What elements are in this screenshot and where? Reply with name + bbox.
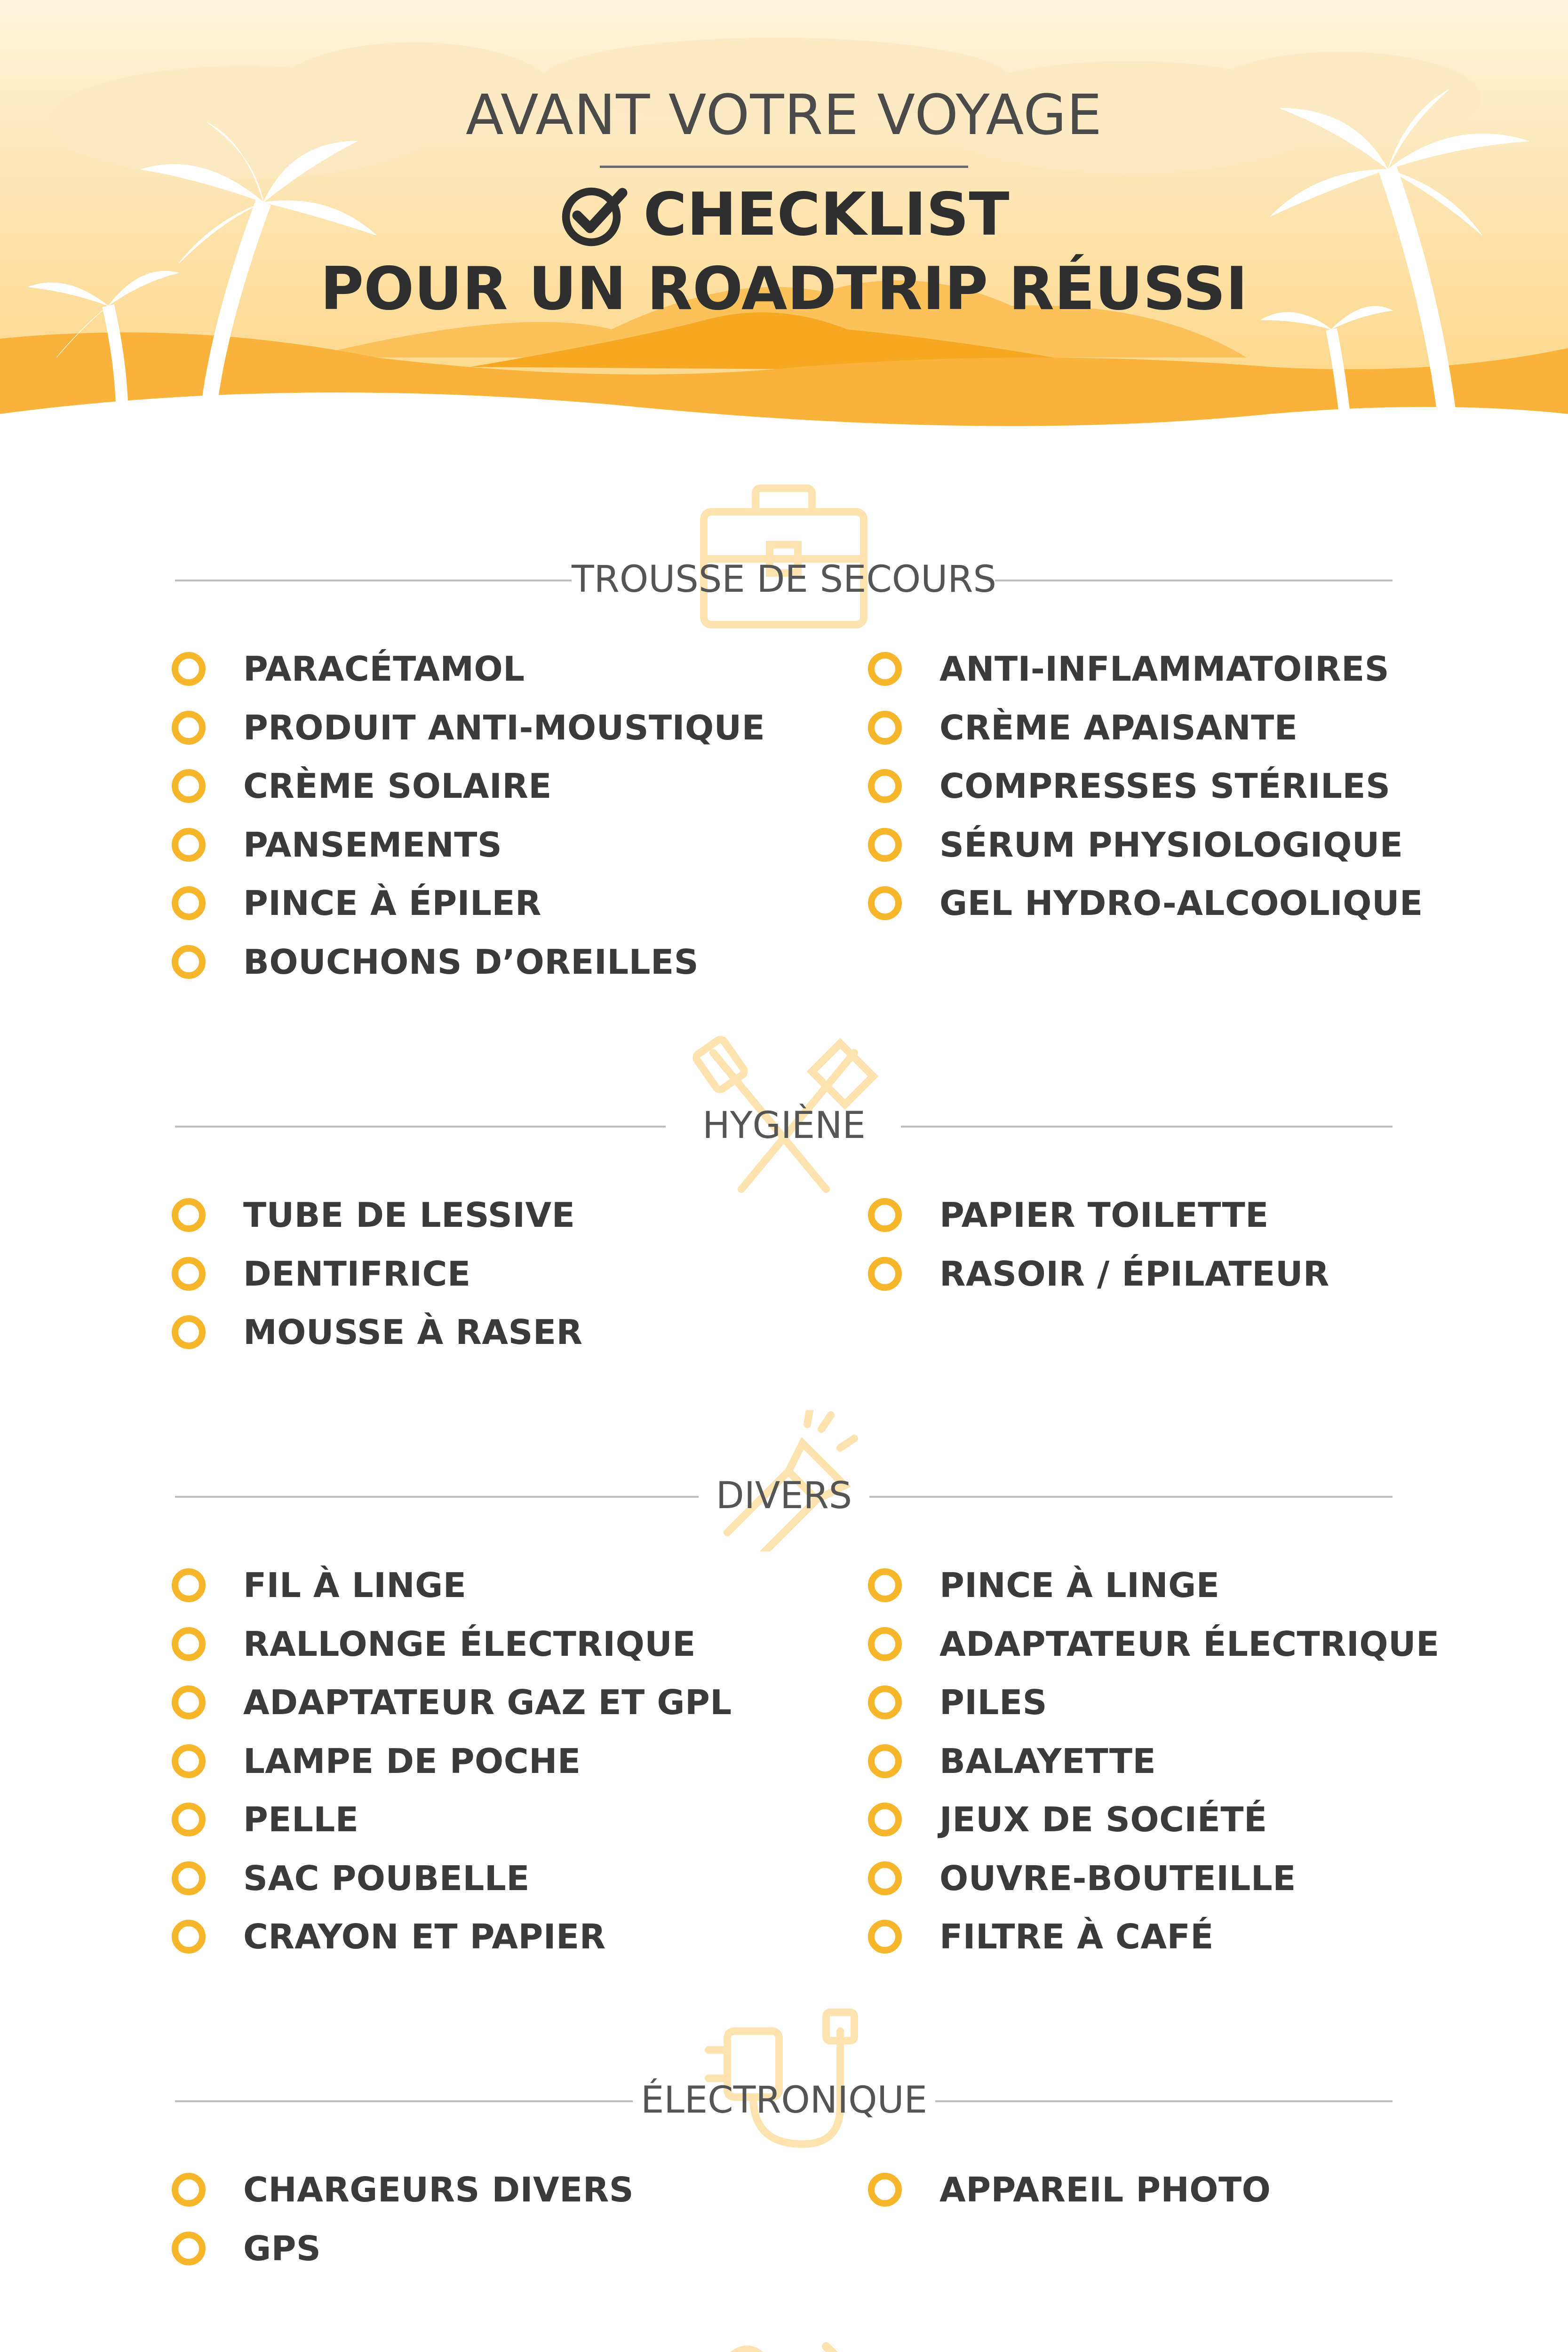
check-circle-icon [559, 179, 629, 249]
checkbox-circle[interactable] [172, 1315, 206, 1349]
checklist-item[interactable] [172, 1794, 358, 1845]
checklist-item-label: RALLONGE ÉLECTRIQUE [243, 1624, 696, 1664]
checklist-item[interactable] [868, 1618, 1440, 1670]
checklist-item[interactable] [172, 1618, 696, 1670]
checklist-item-label: PINCE À LINGE [939, 1565, 1220, 1605]
checklist-item-label: PRODUIT ANTI-MOUSTIQUE [243, 707, 765, 747]
checkbox-circle[interactable] [868, 1920, 902, 1954]
checkbox-circle[interactable] [868, 886, 902, 920]
checkbox-circle[interactable] [172, 652, 206, 686]
checklist-item[interactable] [172, 1248, 471, 1300]
checklist-item-label: CRÈME APAISANTE [939, 707, 1298, 747]
checklist-item[interactable] [868, 702, 1297, 754]
checkbox-circle[interactable] [172, 1198, 206, 1232]
checklist-item[interactable] [172, 1306, 582, 1358]
checklist-item[interactable] [172, 1911, 606, 1963]
checklist-item[interactable] [868, 1677, 1047, 1728]
checklist-item[interactable] [868, 877, 1423, 929]
checklist-item-label: RASOIR / ÉPILATEUR [939, 1254, 1329, 1294]
checklist-item[interactable] [868, 1559, 1219, 1611]
checklist-item-label: PELLE [243, 1800, 359, 1839]
section-title: DIVERS [716, 1475, 852, 1517]
checkbox-circle[interactable] [172, 2232, 206, 2265]
checklist-item-label: ADAPTATEUR GAZ ET GPL [243, 1683, 732, 1722]
checkbox-circle[interactable] [868, 652, 902, 686]
checkbox-circle[interactable] [868, 1198, 902, 1232]
checklist-item-label: FILTRE À CAFÉ [939, 1917, 1214, 1956]
checklist-item-label: TUBE DE LESSIVE [243, 1195, 575, 1235]
checklist-item[interactable] [172, 819, 502, 871]
checkbox-circle[interactable] [868, 1803, 902, 1836]
checklist-item-label: PAPIER TOILETTE [939, 1195, 1269, 1235]
checkbox-circle[interactable] [172, 1568, 206, 1602]
checklist-item[interactable] [868, 1189, 1269, 1241]
checkbox-circle[interactable] [172, 945, 206, 979]
checkbox-circle[interactable] [172, 828, 206, 862]
checkbox-circle[interactable] [172, 1257, 206, 1291]
checklist-item-label: GEL HYDRO-ALCOOLIQUE [939, 883, 1423, 923]
checkbox-circle[interactable] [868, 2173, 902, 2207]
checkbox-circle[interactable] [868, 828, 902, 862]
checklist-item[interactable] [172, 1852, 530, 1904]
checklist-item-label: ANTI-INFLAMMATOIRES [939, 649, 1390, 689]
checklist-item[interactable] [172, 1735, 581, 1787]
section-title: HYGIÈNE [702, 1104, 866, 1147]
page-title-top: AVANT VOTRE VOYAGE [465, 82, 1103, 147]
checkbox-circle[interactable] [172, 1627, 206, 1661]
checklist-item[interactable] [172, 702, 765, 754]
checklist-item[interactable] [868, 643, 1389, 695]
checkbox-circle[interactable] [172, 886, 206, 920]
checklist-item-label: ADAPTATEUR ÉLECTRIQUE [939, 1624, 1440, 1664]
checkbox-circle[interactable] [868, 1568, 902, 1602]
checkbox-circle[interactable] [172, 1803, 206, 1836]
checklist-title: CHECKLIST [643, 179, 1010, 249]
checkbox-circle[interactable] [868, 1685, 902, 1719]
checkbox-circle[interactable] [172, 1744, 206, 1778]
checklist-item[interactable] [172, 936, 699, 988]
checklist-item[interactable] [172, 760, 552, 812]
checklist-item-label: FIL À LINGE [243, 1565, 467, 1605]
checklist-item-label: PILES [939, 1683, 1047, 1722]
checkbox-circle[interactable] [868, 1257, 902, 1291]
section-title: TROUSSE DE SECOURS [571, 558, 997, 601]
checklist-item[interactable] [868, 2164, 1271, 2216]
checkbox-circle[interactable] [172, 1685, 206, 1719]
checklist-item[interactable] [172, 2223, 321, 2274]
checklist-item-label: JEUX DE SOCIÉTÉ [939, 1800, 1267, 1839]
checklist-item-label: PARACÉTAMOL [243, 649, 525, 689]
page-title-bottom: POUR UN ROADTRIP RÉUSSI [320, 254, 1248, 323]
checklist-item-label: LAMPE DE POCHE [243, 1741, 581, 1781]
checkbox-circle[interactable] [868, 1744, 902, 1778]
checklist-item[interactable] [868, 1794, 1267, 1845]
checklist-item[interactable] [868, 819, 1403, 871]
section-title: ÉLECTRONIQUE [641, 2079, 927, 2122]
checklist-item[interactable] [868, 1911, 1214, 1963]
checklist-item[interactable] [868, 1248, 1329, 1300]
checklist-item-label: PINCE À ÉPILER [243, 883, 541, 923]
checklist-title-row [0, 179, 1568, 251]
checklist-item-label: APPAREIL PHOTO [939, 2170, 1271, 2209]
checklist-item[interactable] [172, 2164, 634, 2216]
checklist-item-label: BALAYETTE [939, 1741, 1156, 1781]
checklist-item-label: PANSEMENTS [243, 825, 502, 865]
checklist-item-label: GPS [243, 2228, 321, 2268]
checkbox-circle[interactable] [868, 769, 902, 803]
checklist-item-label: CRÈME SOLAIRE [243, 766, 552, 806]
checklist-item-label: DENTIFRICE [243, 1254, 471, 1294]
checkbox-circle[interactable] [172, 2173, 206, 2207]
checklist-item-label: SÉRUM PHYSIOLOGIQUE [939, 825, 1403, 865]
title-divider [600, 166, 968, 168]
checklist-item[interactable] [172, 1189, 575, 1241]
checklist-item-label: MOUSSE À RASER [243, 1312, 583, 1352]
checklist-item[interactable] [868, 1852, 1296, 1904]
checklist-item-label: CHARGEURS DIVERS [243, 2170, 634, 2209]
checklist-item-label: SAC POUBELLE [243, 1858, 530, 1898]
checklist-item-label: CRAYON ET PAPIER [243, 1917, 606, 1956]
checklist-item[interactable] [868, 760, 1390, 812]
checklist-item[interactable] [172, 1559, 466, 1611]
checkbox-circle[interactable] [172, 769, 206, 803]
checklist-item-label: BOUCHONS D’OREILLES [243, 942, 699, 982]
checklist-item-label: OUVRE-BOUTEILLE [939, 1858, 1296, 1898]
checklist-item[interactable] [172, 643, 525, 695]
wrench-screwdriver-icon [713, 2337, 854, 2352]
checklist-item[interactable] [172, 1677, 732, 1728]
checkbox-circle[interactable] [868, 1627, 902, 1661]
checkbox-circle[interactable] [868, 711, 902, 745]
checkbox-circle[interactable] [172, 1920, 206, 1954]
checklist-item[interactable] [172, 877, 541, 929]
checkbox-circle[interactable] [868, 1861, 902, 1895]
checklist-item-label: COMPRESSES STÉRILES [939, 766, 1391, 806]
checkbox-circle[interactable] [172, 1861, 206, 1895]
checkbox-circle[interactable] [172, 711, 206, 745]
checklist-item[interactable] [868, 1735, 1156, 1787]
